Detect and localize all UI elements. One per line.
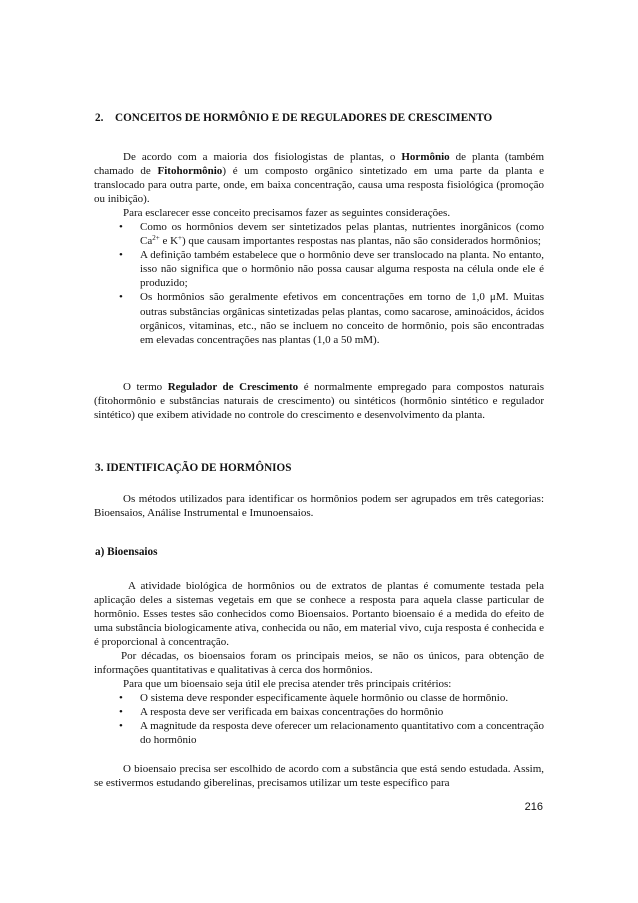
section-2-number: 2.	[95, 112, 104, 124]
intro-text-1: De acordo com a maioria dos fisiologistas de plantas, o	[123, 151, 402, 163]
bullet-icon: •	[119, 706, 123, 719]
bullet-1-text-2: e K	[159, 235, 179, 248]
bullet-icon: •	[119, 720, 123, 733]
list-item	[94, 248, 544, 290]
bullet-3-text: Os hormônios são geralmente efetivos em concentrações em torno de 1,0 μM. Muitas outras substâncias orgânicas sintetizadas pelas plantas, como sacarose, aminoácidos, ácidos orgânicos, vitaminas, etc., não se incluem no conceito de hormônio, pois são encontradas em elevadas concentrações nas plantas (1,0 a 50 mM).	[140, 291, 544, 346]
potassium-charge: +	[178, 234, 182, 243]
list-item	[94, 290, 544, 346]
regulador-term: Regulador de Crescimento	[167, 381, 299, 393]
list-item	[94, 691, 544, 705]
subsection-a-heading: a) Bioensaios	[95, 546, 158, 558]
section-2-heading	[95, 111, 492, 125]
bioensaios-paragraph-4: O bioensaio precisa ser escolhido de acordo com a substância que está sendo estudada. Assim, se estivermos estudando giberelinas, precisamos utilizar um teste específico para	[94, 763, 544, 790]
section-3-intro-paragraph: Os métodos utilizados para identificar os hormônios podem ser agrupados em três categorias: Bioensaios, Análise Instrumental e Imunoensaios.	[94, 493, 544, 520]
section-2-intro-paragraph	[94, 150, 544, 206]
intro-text-3: ) é um composto orgânico sintetizado em uma parte da planta e translocado para outra parte, onde, em baixa concentração, causa uma resposta fisiológica (promoção ou inibição).	[94, 165, 544, 206]
hormonio-term: Hormônio	[401, 151, 450, 163]
criterion-1-text: O sistema deve responder especificamente àquele hormônio ou classe de hormônio.	[140, 692, 509, 704]
bioensaios-paragraph-2: Por décadas, os bioensaios foram os principais meios, se não os únicos, para obtenção de informações quantitativas e qualitativas à cerca dos hormônios.	[94, 650, 544, 677]
regulator-paragraph	[94, 380, 544, 422]
bullet-2-text: A definição também estabelece que o hormônio deve ser translocado na planta. No entanto, isso não significa que o hormônio não possa causar alguma resposta na célula onde ele é produzido;	[140, 249, 544, 290]
bullet-1-text-1: Como os hormônios devem ser sintetizados pelas plantas, nutrientes inorgânicos (como Ca	[140, 221, 544, 248]
bullet-icon: •	[119, 249, 123, 262]
criteria-list	[94, 691, 544, 747]
bullet-1-text-3: ) que causam importantes respostas nas plantas, não são considerados hormônios;	[181, 235, 541, 248]
clarify-paragraph: Para esclarecer esse conceito precisamos fazer as seguintes considerações.	[123, 207, 451, 219]
regulator-text-2: é normalmente empregado para compostos naturais (fitohormônio e substâncias naturais de crescimento) ou sintéticos (hormônio sintético e regulador sintético) que exibem atividade no controle do crescimento e desenvolvimento da planta.	[94, 381, 545, 422]
fitohormonio-term: Fitohormônio	[157, 165, 223, 178]
considerations-list	[94, 220, 544, 347]
bullet-icon: •	[119, 692, 123, 704]
list-item	[94, 705, 544, 719]
bioensaios-paragraph-1: A atividade biológica de hormônios ou de extratos de plantas é comumente testada pela aplicação deles a sistemas vegetais em que se conhece a resposta para aquela classe particular de hormônio. Esses testes são conhecidos como Bioensaios. Portanto bioensaio é a medida do efeito de uma substância biologicamente ativa, conhecida ou não, em material vivo, cuja resposta é conhecida e é proporcional à concentração.	[94, 580, 544, 649]
calcium-charge: 2+	[152, 234, 160, 243]
list-item	[94, 220, 544, 248]
page-number: 216	[524, 801, 543, 813]
criterion-3-text: A magnitude da resposta deve oferecer um relacionamento quantitativo com a concentração do hormônio	[140, 720, 544, 747]
bullet-icon: •	[119, 291, 123, 304]
bullet-icon: •	[119, 221, 123, 233]
section-3-heading: 3. IDENTIFICAÇÃO DE HORMÔNIOS	[95, 462, 292, 474]
regulator-text-1: O termo	[123, 381, 168, 393]
bioensaios-paragraph-3: Para que um bioensaio seja útil ele precisa atender três principais critérios:	[123, 678, 452, 690]
section-2-title: CONCEITOS DE HORMÔNIO E DE REGULADORES DE CRESCIMENTO	[115, 112, 493, 124]
intro-text-2: de planta (também chamado de	[94, 151, 544, 178]
list-item	[94, 719, 544, 747]
criterion-2-text: A resposta deve ser verificada em baixas concentrações do hormônio	[140, 706, 444, 719]
